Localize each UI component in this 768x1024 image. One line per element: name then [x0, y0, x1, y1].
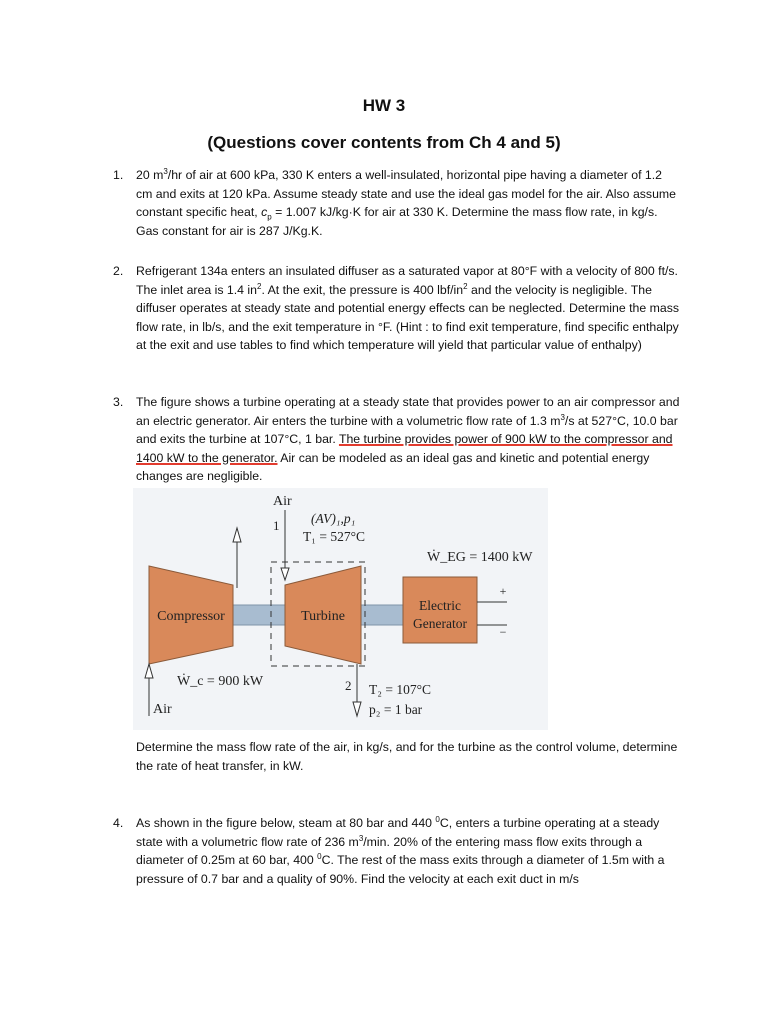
turbine-system-figure — [133, 488, 548, 730]
q2-sup-a: 2 — [257, 281, 262, 291]
state-2-pressure: p₂ = 1 bar — [369, 702, 423, 717]
q3-sup-a: 3 — [560, 412, 565, 422]
q4-sup-b: 3 — [358, 833, 364, 843]
q4-part-b: C, enters a turbine operating at a steady state with a volumetric flow rate of 236 m — [136, 816, 660, 849]
question-2-number: 2. — [113, 264, 124, 278]
air-inlet-label: Air — [273, 494, 292, 509]
terminal-minus-sign: − — [499, 625, 507, 639]
compressor-turbine-shaft — [231, 605, 287, 625]
generator-power-label: Ẇ_EG = 1400 kW — [427, 550, 533, 565]
q1-cp-symbol: c — [261, 205, 268, 220]
state-2-number: 2 — [345, 678, 352, 693]
compressor-inlet-air-label: Air — [153, 702, 172, 717]
question-1-number: 1. — [113, 168, 124, 182]
question-3-text — [136, 393, 681, 486]
turbine-generator-shaft — [361, 605, 405, 625]
question-1-text — [136, 166, 681, 240]
question-4-text — [136, 814, 681, 888]
state-1-flow-label: (AV)₁,p₁ — [311, 511, 356, 526]
page-subtitle: (Questions cover contents from Ch 4 and 5) — [207, 133, 561, 152]
page-title: HW 3 — [362, 96, 406, 115]
terminal-plus-sign: + — [499, 584, 507, 598]
q2-part-a: Refrigerant 134a enters an insulated diffuser as a saturated vapor at 80°F with a velocity of 800 ft/s. The inlet area is 1.4 in — [136, 264, 678, 297]
q4-sup-c: 0 — [317, 852, 322, 862]
q4-part-d: C. The rest of the mass exits through a diameter of 1.5m with a pressure of 0.7 bar and a quality of 90%. Find the velocity at each exit duct in m/s — [136, 853, 665, 886]
q1-cp-subscript: p — [267, 212, 272, 222]
generator-label-line1: Electric — [419, 598, 461, 613]
question-3-number: 3. — [113, 395, 124, 409]
state-1-number: 1 — [273, 518, 280, 533]
q4-part-c: /min. 20% of the entering mass flow exits through a diameter of 0.25m at 60 bar, 400 — [136, 834, 643, 868]
compressor-label: Compressor — [157, 609, 225, 624]
q2-part-b: . At the exit, the pressure is 400 lbf/in — [261, 282, 464, 297]
q3-underlined-sentence: The turbine provides power of 900 kW to the compressor and 1400 kW to the generator. — [136, 432, 673, 465]
turbine-label: Turbine — [301, 609, 345, 624]
q3-part-b: /s at 527°C, 10.0 bar and exits the turbine at 107°C, 1 bar. — [136, 413, 678, 447]
generator-label-line2: Generator — [413, 616, 467, 631]
question-4-number: 4. — [113, 816, 124, 830]
state-2-temperature: T₂ = 107°C — [369, 682, 431, 697]
q1-sup-a: 3 — [163, 166, 168, 176]
state-1-temperature: T₁ = 527°C — [303, 529, 365, 544]
q2-part-c: and the velocity is negligible. The diffuser operates at steady state and potential energy effects can be neglected. Determine the mass flow rate, in lb/s, and the exit temperature in °F. (Hint : to find exit temperature, find specific enthalpy at the exit and use tables to find which temperature will yield that particular value of enthalpy) — [136, 282, 679, 353]
question-3-followup: Determine the mass flow rate of the air, in kg/s, and for the turbine as the control volume, determine the rate of heat transfer, in kW. — [136, 740, 678, 773]
q4-part-a: As shown in the figure below, steam at 80 bar and 440 — [136, 816, 436, 830]
q1-part-a: 20 m — [136, 168, 164, 182]
question-2-text — [136, 262, 681, 355]
compressor-power-label: Ẇ_c = 900 kW — [177, 674, 264, 689]
q3-part-c: Air can be modeled as an ideal gas and kinetic and potential energy changes are negligible. — [136, 450, 650, 484]
q1-part-c: = 1.007 kJ/kg·K for air at 330 K. Determine the mass flow rate, in kg/s. Gas constant for air is 287 J/Kg.K. — [136, 205, 658, 238]
q4-sup-a: 0 — [435, 814, 440, 824]
q3-part-a: The figure shows a turbine operating at a steady state that provides power to an air compressor and an electric generator. Air enters the turbine with a volumetric flow rate of 1.3 m — [136, 395, 680, 428]
q2-sup-b: 2 — [463, 281, 468, 291]
q1-part-b: /hr of air at 600 kPa, 330 K enters a well-insulated, horizontal pipe having a diameter of 1.2 cm and exits at 120 kPa. Assume steady state and use the ideal gas model for the air. Also assume constant specific heat, — [136, 168, 676, 220]
